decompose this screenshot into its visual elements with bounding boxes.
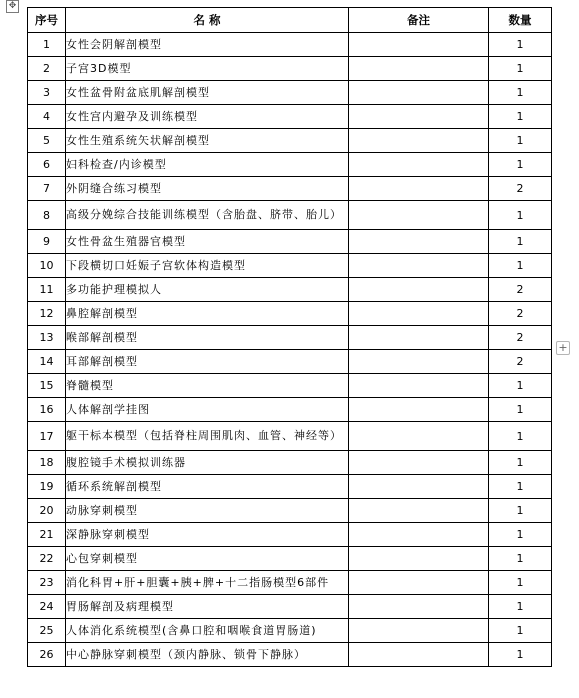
cell-qty: 1 xyxy=(489,230,552,254)
table-row xyxy=(28,350,552,374)
cell-no: 26 xyxy=(28,643,66,667)
table-row xyxy=(28,230,552,254)
cell-qty: 1 xyxy=(489,619,552,643)
table-row xyxy=(28,153,552,177)
cell-qty: 1 xyxy=(489,499,552,523)
cell-name: 女性会阴解剖模型 xyxy=(66,33,349,57)
table-row xyxy=(28,374,552,398)
cell-name: 人体消化系统模型(含鼻口腔和咽喉食道胃肠道) xyxy=(66,619,349,643)
cell-name: 女性盆骨附盆底肌解剖模型 xyxy=(66,81,349,105)
cell-no: 16 xyxy=(28,398,66,422)
cell-qty: 1 xyxy=(489,398,552,422)
cell-qty: 1 xyxy=(489,571,552,595)
cell-no: 2 xyxy=(28,57,66,81)
cell-no: 4 xyxy=(28,105,66,129)
cell-no: 5 xyxy=(28,129,66,153)
table-row xyxy=(28,571,552,595)
cell-no: 12 xyxy=(28,302,66,326)
cell-qty: 1 xyxy=(489,254,552,278)
table-row xyxy=(28,177,552,201)
cell-note xyxy=(349,350,489,374)
header-name: 名 称 xyxy=(66,8,349,33)
cell-note xyxy=(349,302,489,326)
cell-note xyxy=(349,643,489,667)
table-row xyxy=(28,326,552,350)
table-row xyxy=(28,475,552,499)
cell-name: 胃肠解剖及病理模型 xyxy=(66,595,349,619)
cell-no: 17 xyxy=(28,422,66,451)
table-row xyxy=(28,451,552,475)
cell-qty: 1 xyxy=(489,57,552,81)
cell-no: 15 xyxy=(28,374,66,398)
header-note: 备注 xyxy=(349,8,489,33)
table-row xyxy=(28,105,552,129)
cell-qty: 2 xyxy=(489,326,552,350)
cell-qty: 1 xyxy=(489,547,552,571)
cell-no: 8 xyxy=(28,201,66,230)
cell-qty: 1 xyxy=(489,105,552,129)
cell-qty: 1 xyxy=(489,422,552,451)
cell-note xyxy=(349,177,489,201)
cell-no: 14 xyxy=(28,350,66,374)
cell-note xyxy=(349,571,489,595)
cell-name: 妇科检查/内诊模型 xyxy=(66,153,349,177)
cell-note xyxy=(349,398,489,422)
table-row xyxy=(28,595,552,619)
cell-note xyxy=(349,254,489,278)
cell-qty: 1 xyxy=(489,523,552,547)
cell-no: 11 xyxy=(28,278,66,302)
table-row xyxy=(28,422,552,451)
cell-no: 23 xyxy=(28,571,66,595)
cell-qty: 1 xyxy=(489,374,552,398)
cell-name: 外阴缝合练习模型 xyxy=(66,177,349,201)
table-row xyxy=(28,278,552,302)
cell-qty: 2 xyxy=(489,278,552,302)
cell-no: 24 xyxy=(28,595,66,619)
table-header-row xyxy=(28,8,552,33)
cell-name: 心包穿刺模型 xyxy=(66,547,349,571)
cell-name: 喉部解剖模型 xyxy=(66,326,349,350)
cell-qty: 1 xyxy=(489,643,552,667)
plus-icon[interactable]: + xyxy=(556,341,570,355)
cell-note xyxy=(349,201,489,230)
cell-qty: 2 xyxy=(489,177,552,201)
cell-name: 子宫3D模型 xyxy=(66,57,349,81)
table-row xyxy=(28,57,552,81)
header-no: 序号 xyxy=(28,8,66,33)
cell-qty: 1 xyxy=(489,81,552,105)
cell-note xyxy=(349,230,489,254)
cell-note xyxy=(349,547,489,571)
cell-qty: 1 xyxy=(489,201,552,230)
cell-name: 耳部解剖模型 xyxy=(66,350,349,374)
cell-qty: 1 xyxy=(489,475,552,499)
table-row xyxy=(28,254,552,278)
table-row xyxy=(28,201,552,230)
cell-no: 6 xyxy=(28,153,66,177)
cell-name: 女性宫内避孕及训练模型 xyxy=(66,105,349,129)
cell-note xyxy=(349,81,489,105)
cell-no: 25 xyxy=(28,619,66,643)
equipment-table xyxy=(27,7,552,667)
header-qty: 数量 xyxy=(489,8,552,33)
cell-note xyxy=(349,619,489,643)
cell-qty: 1 xyxy=(489,451,552,475)
cell-qty: 1 xyxy=(489,595,552,619)
cell-name: 女性骨盆生殖器官模型 xyxy=(66,230,349,254)
cell-name: 循环系统解剖模型 xyxy=(66,475,349,499)
cell-note xyxy=(349,33,489,57)
cell-name: 腹腔镜手术模拟训练器 xyxy=(66,451,349,475)
cell-qty: 1 xyxy=(489,33,552,57)
cell-no: 19 xyxy=(28,475,66,499)
cell-no: 21 xyxy=(28,523,66,547)
table-row xyxy=(28,302,552,326)
cell-no: 3 xyxy=(28,81,66,105)
cell-qty: 1 xyxy=(489,129,552,153)
cell-note xyxy=(349,57,489,81)
table-row xyxy=(28,33,552,57)
cell-name: 人体解剖学挂图 xyxy=(66,398,349,422)
table-row xyxy=(28,547,552,571)
table-row xyxy=(28,499,552,523)
cell-note xyxy=(349,129,489,153)
table-row xyxy=(28,643,552,667)
cell-note xyxy=(349,499,489,523)
table-move-handle-icon[interactable]: ✥ xyxy=(6,0,19,13)
cell-name: 深静脉穿刺模型 xyxy=(66,523,349,547)
cell-no: 1 xyxy=(28,33,66,57)
table-row xyxy=(28,398,552,422)
cell-note xyxy=(349,422,489,451)
cell-no: 18 xyxy=(28,451,66,475)
cell-note xyxy=(349,278,489,302)
cell-note xyxy=(349,326,489,350)
table-row xyxy=(28,619,552,643)
table-row xyxy=(28,129,552,153)
cell-note xyxy=(349,374,489,398)
cell-name: 中心静脉穿刺模型（颈内静脉、锁骨下静脉） xyxy=(66,643,349,667)
cell-qty: 1 xyxy=(489,153,552,177)
cell-no: 7 xyxy=(28,177,66,201)
cell-note xyxy=(349,105,489,129)
cell-name: 高级分娩综合技能训练模型（含胎盘、脐带、胎儿） xyxy=(66,201,349,230)
table-row xyxy=(28,523,552,547)
cell-name: 下段横切口妊娠子宫软体构造模型 xyxy=(66,254,349,278)
cell-no: 20 xyxy=(28,499,66,523)
cell-note xyxy=(349,475,489,499)
cell-no: 22 xyxy=(28,547,66,571)
cell-note xyxy=(349,153,489,177)
cell-note xyxy=(349,451,489,475)
cell-note xyxy=(349,595,489,619)
cell-name: 消化科胃+肝+胆囊+胰+脾+十二指肠模型6部件 xyxy=(66,571,349,595)
cell-qty: 2 xyxy=(489,302,552,326)
table-row xyxy=(28,81,552,105)
cell-note xyxy=(349,523,489,547)
cell-name: 多功能护理模拟人 xyxy=(66,278,349,302)
cell-no: 10 xyxy=(28,254,66,278)
cell-no: 9 xyxy=(28,230,66,254)
cell-no: 13 xyxy=(28,326,66,350)
cell-qty: 2 xyxy=(489,350,552,374)
cell-name: 躯干标本模型（包括脊柱周围肌肉、血管、神经等） xyxy=(66,422,349,451)
cell-name: 女性生殖系统矢状解剖模型 xyxy=(66,129,349,153)
cell-name: 脊髓模型 xyxy=(66,374,349,398)
cell-name: 动脉穿刺模型 xyxy=(66,499,349,523)
cell-name: 鼻腔解剖模型 xyxy=(66,302,349,326)
